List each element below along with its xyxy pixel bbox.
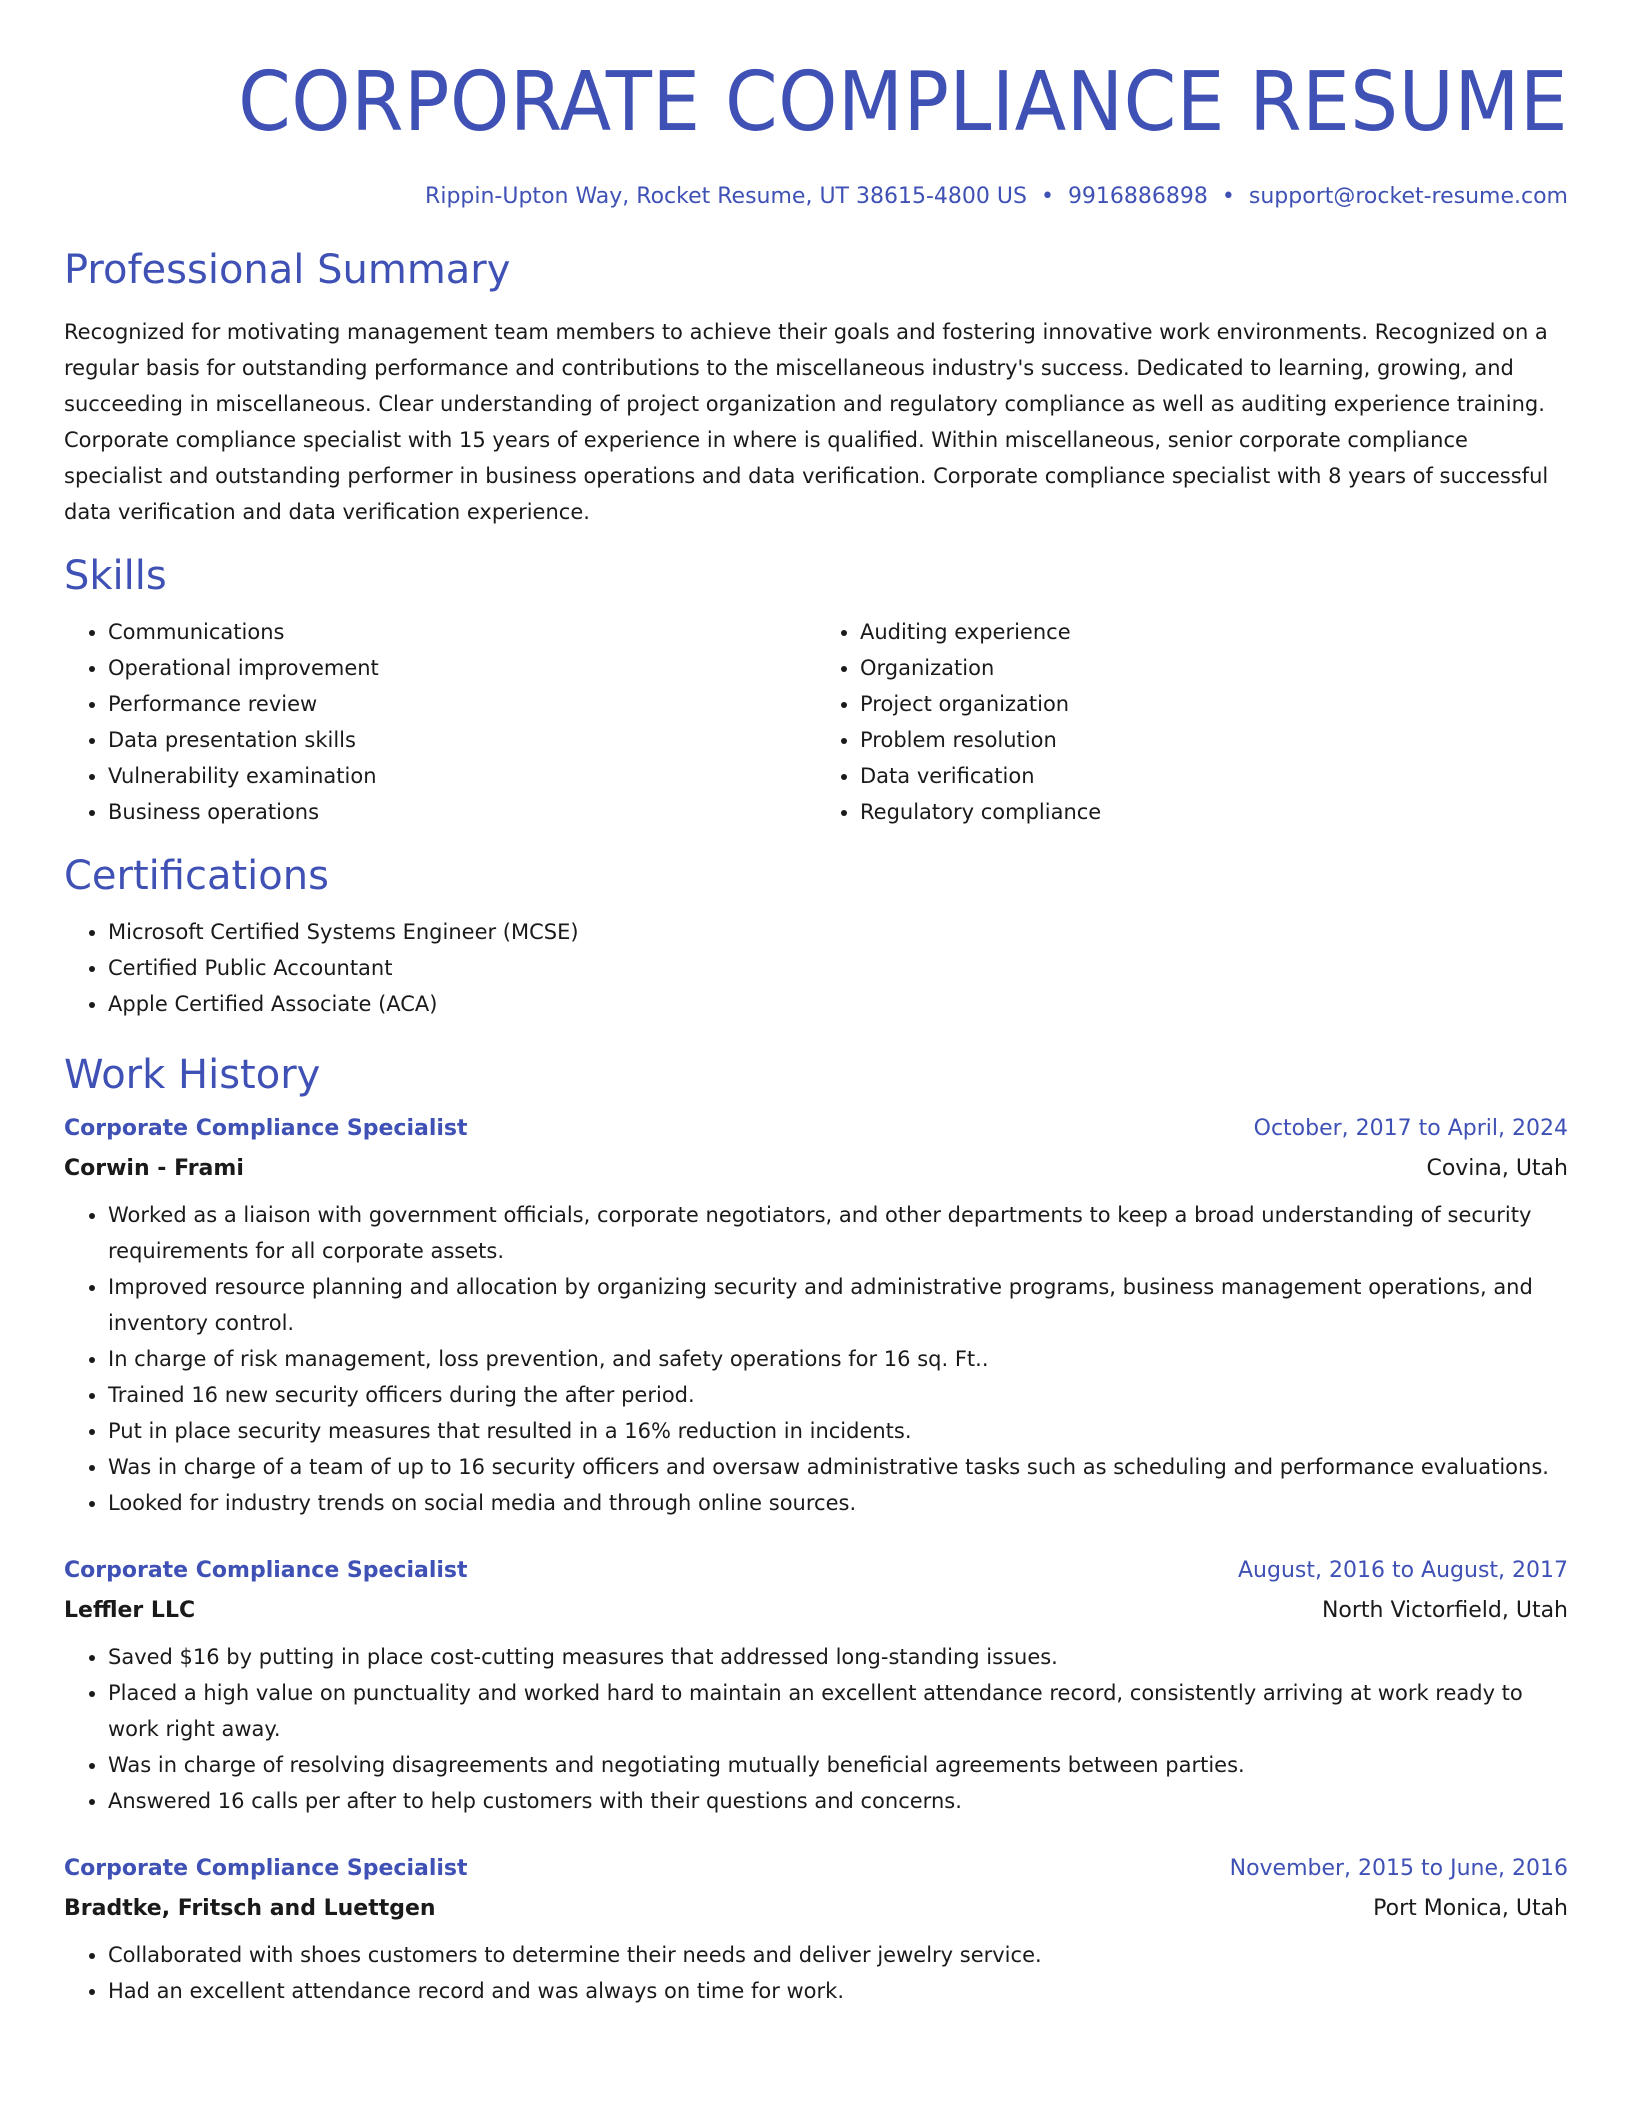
skill-item: • Auditing experience <box>860 614 1568 650</box>
job-bullet: • Placed a high value on punctuality and worked hard to maintain an excellent attendance record, consistently arriving at work ready to work right away. <box>108 1675 1568 1747</box>
separator-dot: • <box>1040 184 1054 209</box>
skill-item: • Vulnerability examination <box>108 758 816 794</box>
job-bullet: • Trained 16 new security officers during the after period. <box>108 1377 1568 1413</box>
skill-item: • Regulatory compliance <box>860 794 1568 830</box>
job-bullet: • Collaborated with shoes customers to determine their needs and deliver jewelry service. <box>108 1937 1568 1973</box>
skill-item: • Problem resolution <box>860 722 1568 758</box>
job-bullet: • Saved $16 by putting in place cost-cutting measures that addressed long-standing issues. <box>108 1639 1568 1675</box>
skills-list <box>64 614 1568 830</box>
job-header <box>64 1109 1568 1149</box>
skills-heading: Skills <box>64 553 167 599</box>
job-subheader <box>64 1149 1568 1189</box>
certification-item: • Apple Certified Associate (ACA) <box>108 986 1568 1022</box>
skill-item: • Communications <box>108 614 816 650</box>
contact-line <box>64 182 1568 212</box>
resume-page <box>64 0 1568 2009</box>
work-history-heading: Work History <box>64 1052 321 1098</box>
certification-item: • Certified Public Accountant <box>108 950 1568 986</box>
skills-column-right <box>816 614 1568 830</box>
job-bullets <box>64 1937 1568 2009</box>
certification-item: • Microsoft Certified Systems Engineer (MCSE) <box>108 914 1568 950</box>
skill-item: • Data presentation skills <box>108 722 816 758</box>
job-title: Corporate Compliance Specialist <box>64 1116 468 1141</box>
skill-item: • Project organization <box>860 686 1568 722</box>
resume-title: CORPORATE COMPLIANCE RESUME <box>238 55 1568 150</box>
job-subheader <box>64 1591 1568 1631</box>
skill-item: • Data verification <box>860 758 1568 794</box>
job-company: Corwin - Frami <box>64 1156 244 1181</box>
job-company: Bradtke, Fritsch and Luettgen <box>64 1896 436 1921</box>
job-bullet: • Looked for industry trends on social media and through online sources. <box>108 1485 1568 1521</box>
job-subheader <box>64 1889 1568 1929</box>
job-location: Covina, Utah <box>1426 1156 1568 1181</box>
job-title: Corporate Compliance Specialist <box>64 1856 468 1881</box>
job-header <box>64 1551 1568 1591</box>
job-bullet: • Had an excellent attendance record and was always on time for work. <box>108 1973 1568 2009</box>
certifications-list <box>64 914 1568 1022</box>
job-bullet: • Put in place security measures that resulted in a 16% reduction in incidents. <box>108 1413 1568 1449</box>
job-title: Corporate Compliance Specialist <box>64 1558 468 1583</box>
skills-column-left <box>64 614 816 830</box>
job-bullet: • Was in charge of resolving disagreements and negotiating mutually beneficial agreements between parties. <box>108 1747 1568 1783</box>
certifications-heading: Certifications <box>64 853 329 899</box>
job-bullet: • Was in charge of a team of up to 16 security officers and oversaw administrative tasks such as scheduling and performance evaluations. <box>108 1449 1568 1485</box>
email-link[interactable]: support@rocket-resume.com <box>1248 184 1568 209</box>
skill-item: • Performance review <box>108 686 816 722</box>
job-bullet: • Improved resource planning and allocation by organizing security and administrative programs, business management operations, and inventory control. <box>108 1269 1568 1341</box>
job-bullet: • In charge of risk management, loss prevention, and safety operations for 16 sq. Ft.. <box>108 1341 1568 1377</box>
separator-dot: • <box>1221 184 1235 209</box>
job-header <box>64 1849 1568 1889</box>
job-entry <box>64 1849 1568 2009</box>
job-location: North Victorfield, Utah <box>1321 1598 1568 1623</box>
job-company: Leffler LLC <box>64 1598 196 1623</box>
skill-item: • Business operations <box>108 794 816 830</box>
skill-item: • Organization <box>860 650 1568 686</box>
address: Rippin-Upton Way, Rocket Resume, UT 38615-4800 US <box>425 184 1027 209</box>
job-bullet: • Worked as a liaison with government officials, corporate negotiators, and other departments to keep a broad understanding of security requirements for all corporate assets. <box>108 1197 1568 1269</box>
summary-text: Recognized for motivating management team members to achieve their goals and fostering innovative work environments. Recognized on a regular basis for outstanding performance and contributions to the miscellaneous industry's success. Dedicated to learning, growing, and succeeding in miscellaneous. Clear understanding of project organization and regulatory compliance as well as auditing experience training. Corporate compliance specialist with 15 years of experience in where is qualified. Within miscellaneous, senior corporate compliance specialist and outstanding performer in business operations and data verification. Corporate compliance specialist with 8 years of successful data verification and data verification experience. <box>64 320 1549 524</box>
job-location: Port Monica, Utah <box>1373 1896 1568 1921</box>
skill-item: • Operational improvement <box>108 650 816 686</box>
job-dates: August, 2016 to August, 2017 <box>1238 1558 1568 1583</box>
job-entry <box>64 1109 1568 1521</box>
job-entry <box>64 1551 1568 1819</box>
job-bullets <box>64 1197 1568 1521</box>
job-bullet: • Answered 16 calls per after to help customers with their questions and concerns. <box>108 1783 1568 1819</box>
job-dates: November, 2015 to June, 2016 <box>1229 1856 1568 1881</box>
job-bullets <box>64 1639 1568 1819</box>
job-dates: October, 2017 to April, 2024 <box>1253 1116 1568 1141</box>
phone: 9916886898 <box>1067 184 1208 209</box>
summary-heading: Professional Summary <box>64 247 511 293</box>
